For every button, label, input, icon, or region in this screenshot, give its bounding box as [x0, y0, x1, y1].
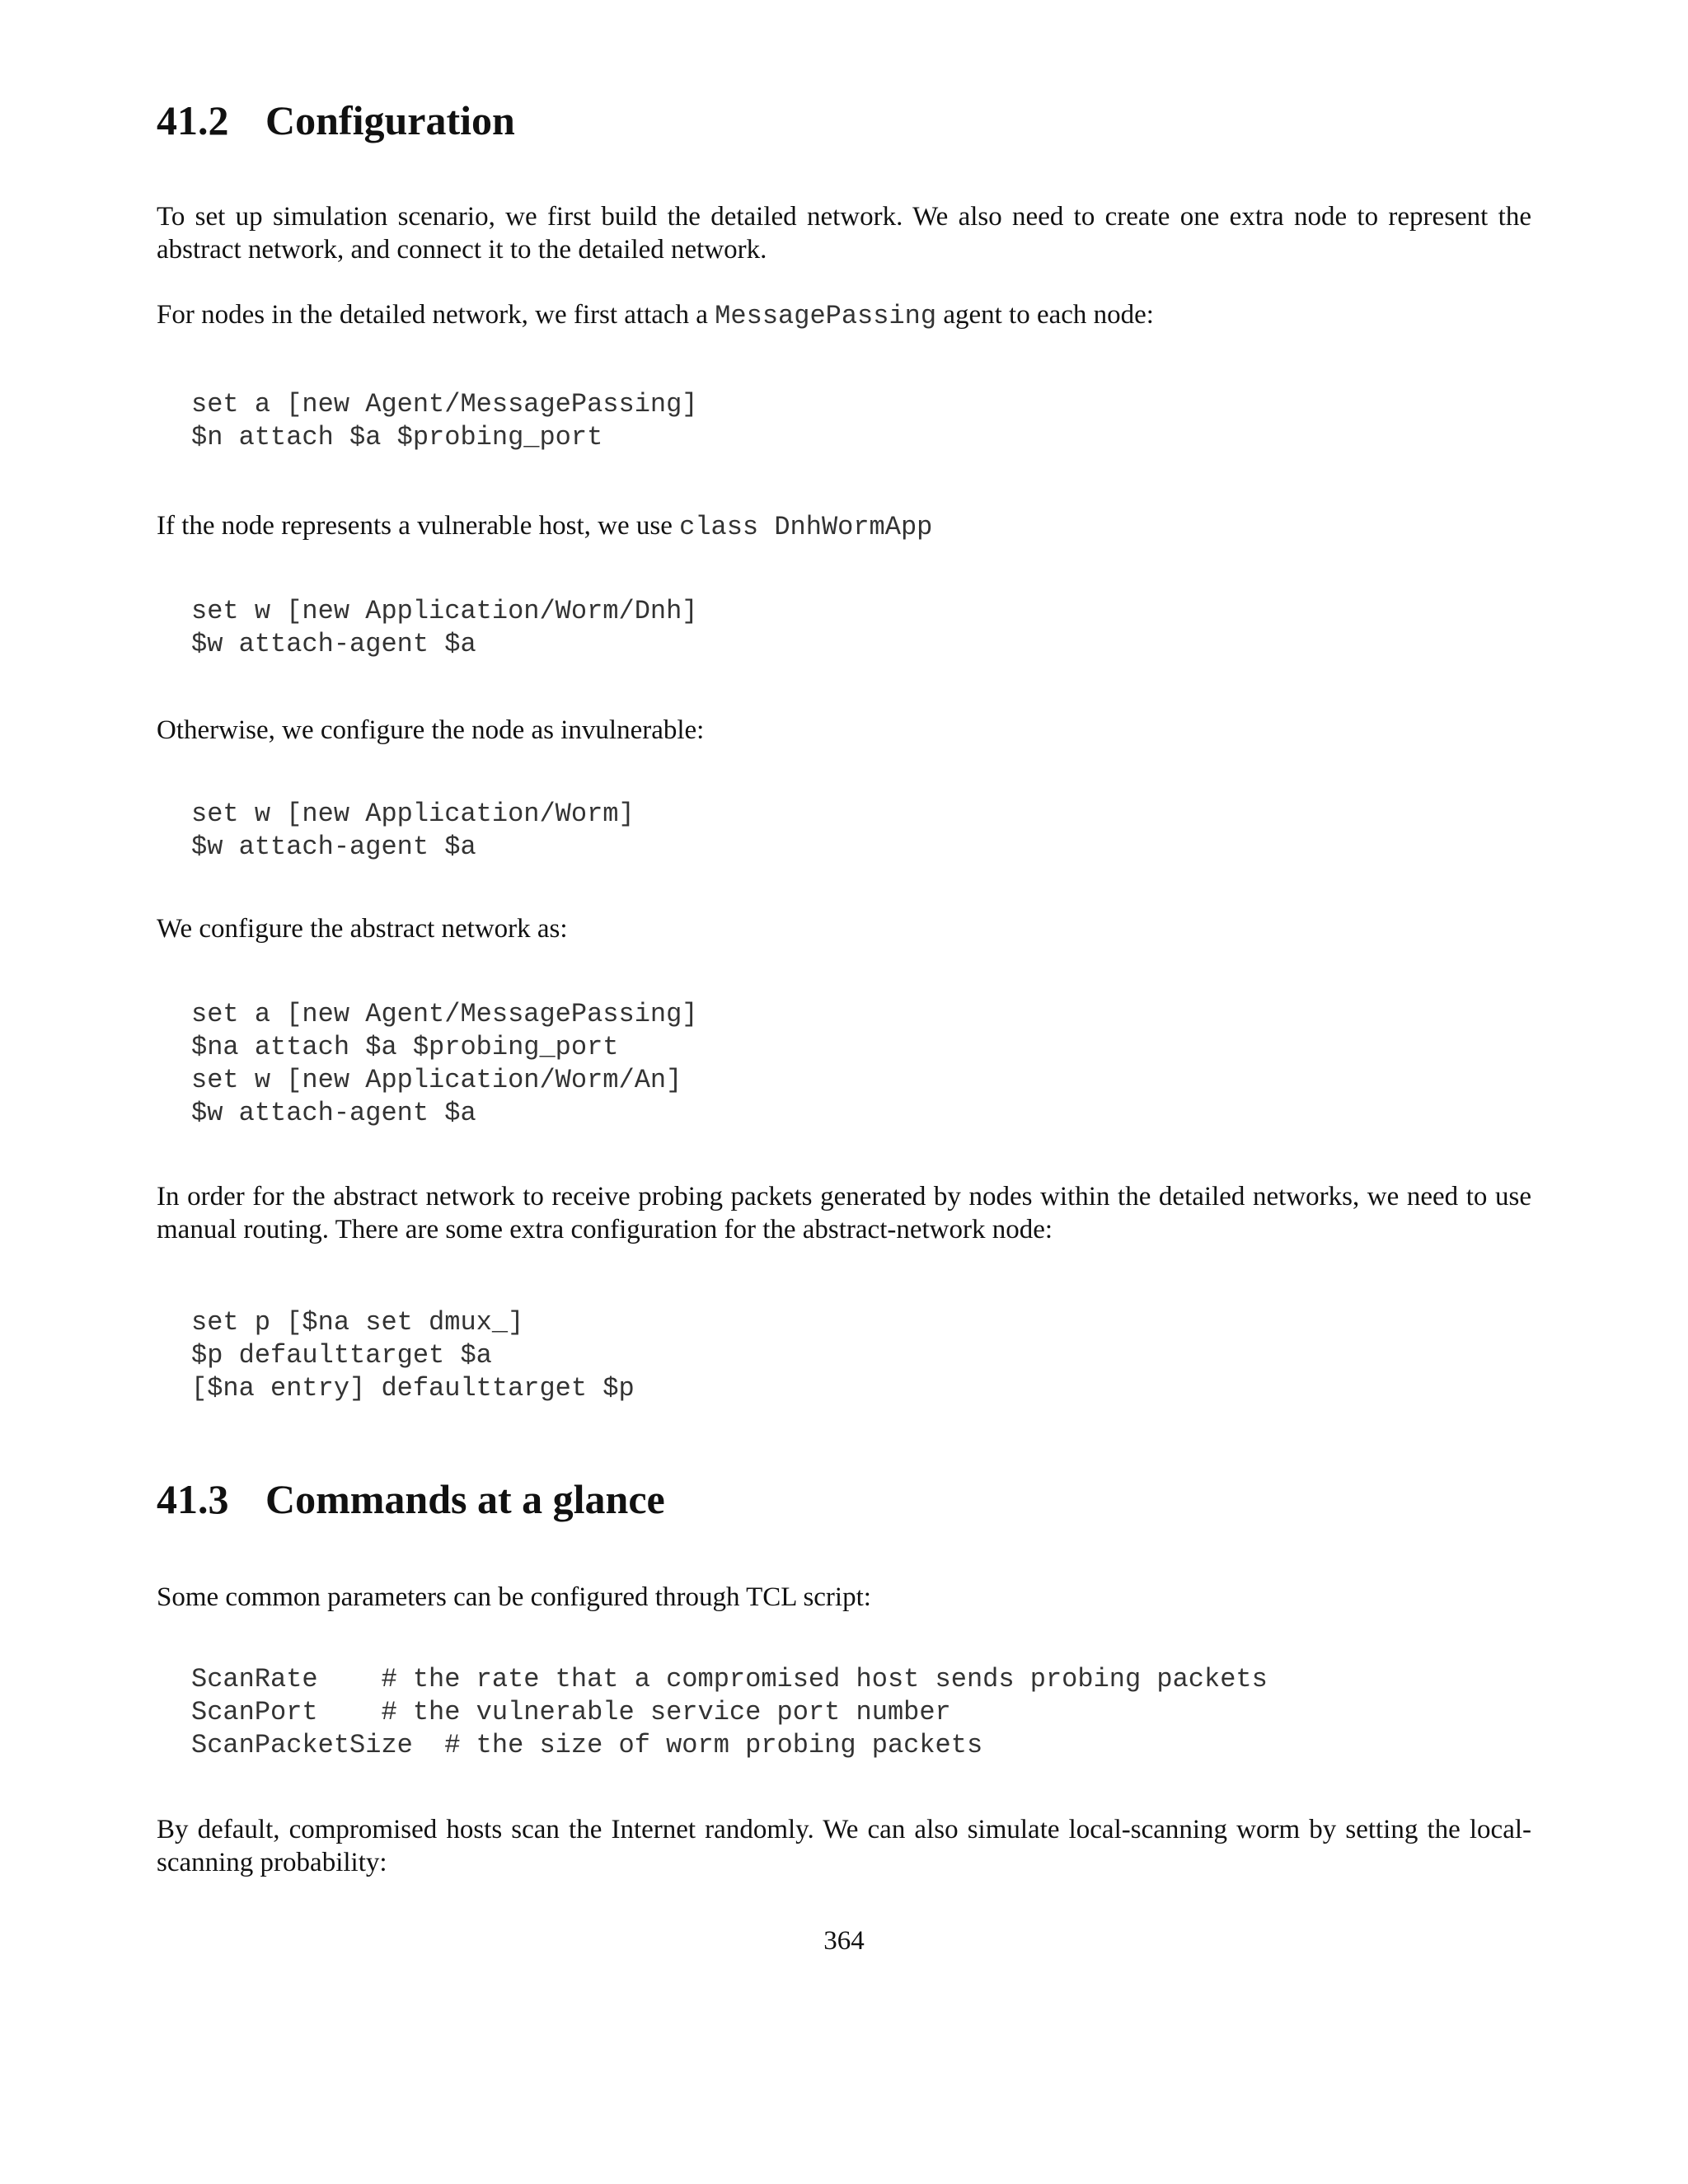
code-block-dnh-worm: set w [new Application/Worm/Dnh] $w attach-agent $a — [191, 596, 698, 659]
paragraph-manual-routing: In order for the abstract network to receive probing packets generated by nodes within the detailed networks, we need to use manual routing. There are some extra configuration for the abstract-network node: — [157, 1182, 1531, 1244]
paragraph-invulnerable: Otherwise, we configure the node as invulnerable: — [157, 715, 705, 745]
section-heading-configuration — [157, 96, 515, 145]
text-segment: If the node represents a vulnerable host, we use — [157, 511, 680, 541]
text-segment: For nodes in the detailed network, we first attach a — [157, 300, 715, 330]
page-number: 364 — [823, 1926, 865, 1956]
paragraph-setup: To set up simulation scenario, we first build the detailed network. We also need to create one extra node to represent the abstract network, and connect it to the detailed network. — [157, 202, 1531, 265]
text-segment: agent to each node: — [936, 300, 1154, 330]
paragraph-common-parameters: Some common parameters can be configured through TCL script: — [157, 1582, 871, 1612]
paragraph-attach-agent — [157, 298, 1531, 333]
code-block-worm: set w [new Application/Worm] $w attach-agent $a — [191, 799, 635, 862]
section-heading-commands — [157, 1474, 665, 1524]
code-block-abstract-network: set a [new Agent/MessagePassing] $na attach $a $probing_port set w [new Application/Worm/An] $w attach-agent $a — [191, 999, 698, 1128]
section-title: Commands at a glance — [265, 1476, 665, 1522]
paragraph-vulnerable-host — [157, 509, 1531, 544]
code-block-parameters: ScanRate # the rate that a compromised host sends probing packets ScanPort # the vulnerable service port number ScanPacketSize # the size of worm probing packets — [191, 1664, 1268, 1760]
paragraph-local-scanning: By default, compromised hosts scan the Internet randomly. We can also simulate local-scanning worm by setting the local-scanning probability: — [157, 1815, 1531, 1877]
code-block-attach-agent: set a [new Agent/MessagePassing] $n attach $a $probing_port — [191, 389, 698, 452]
code-block-routing: set p [$na set dmux_] $p defaulttarget $a [$na entry] defaulttarget $p — [191, 1307, 635, 1404]
document-page — [157, 0, 1531, 2184]
inline-code: class DnhWormApp — [679, 512, 933, 542]
inline-code: MessagePassing — [715, 301, 937, 331]
section-number: 41.3 — [157, 1476, 229, 1522]
section-number: 41.2 — [157, 97, 229, 143]
section-title: Configuration — [265, 97, 515, 143]
paragraph-abstract-network: We configure the abstract network as: — [157, 914, 568, 944]
